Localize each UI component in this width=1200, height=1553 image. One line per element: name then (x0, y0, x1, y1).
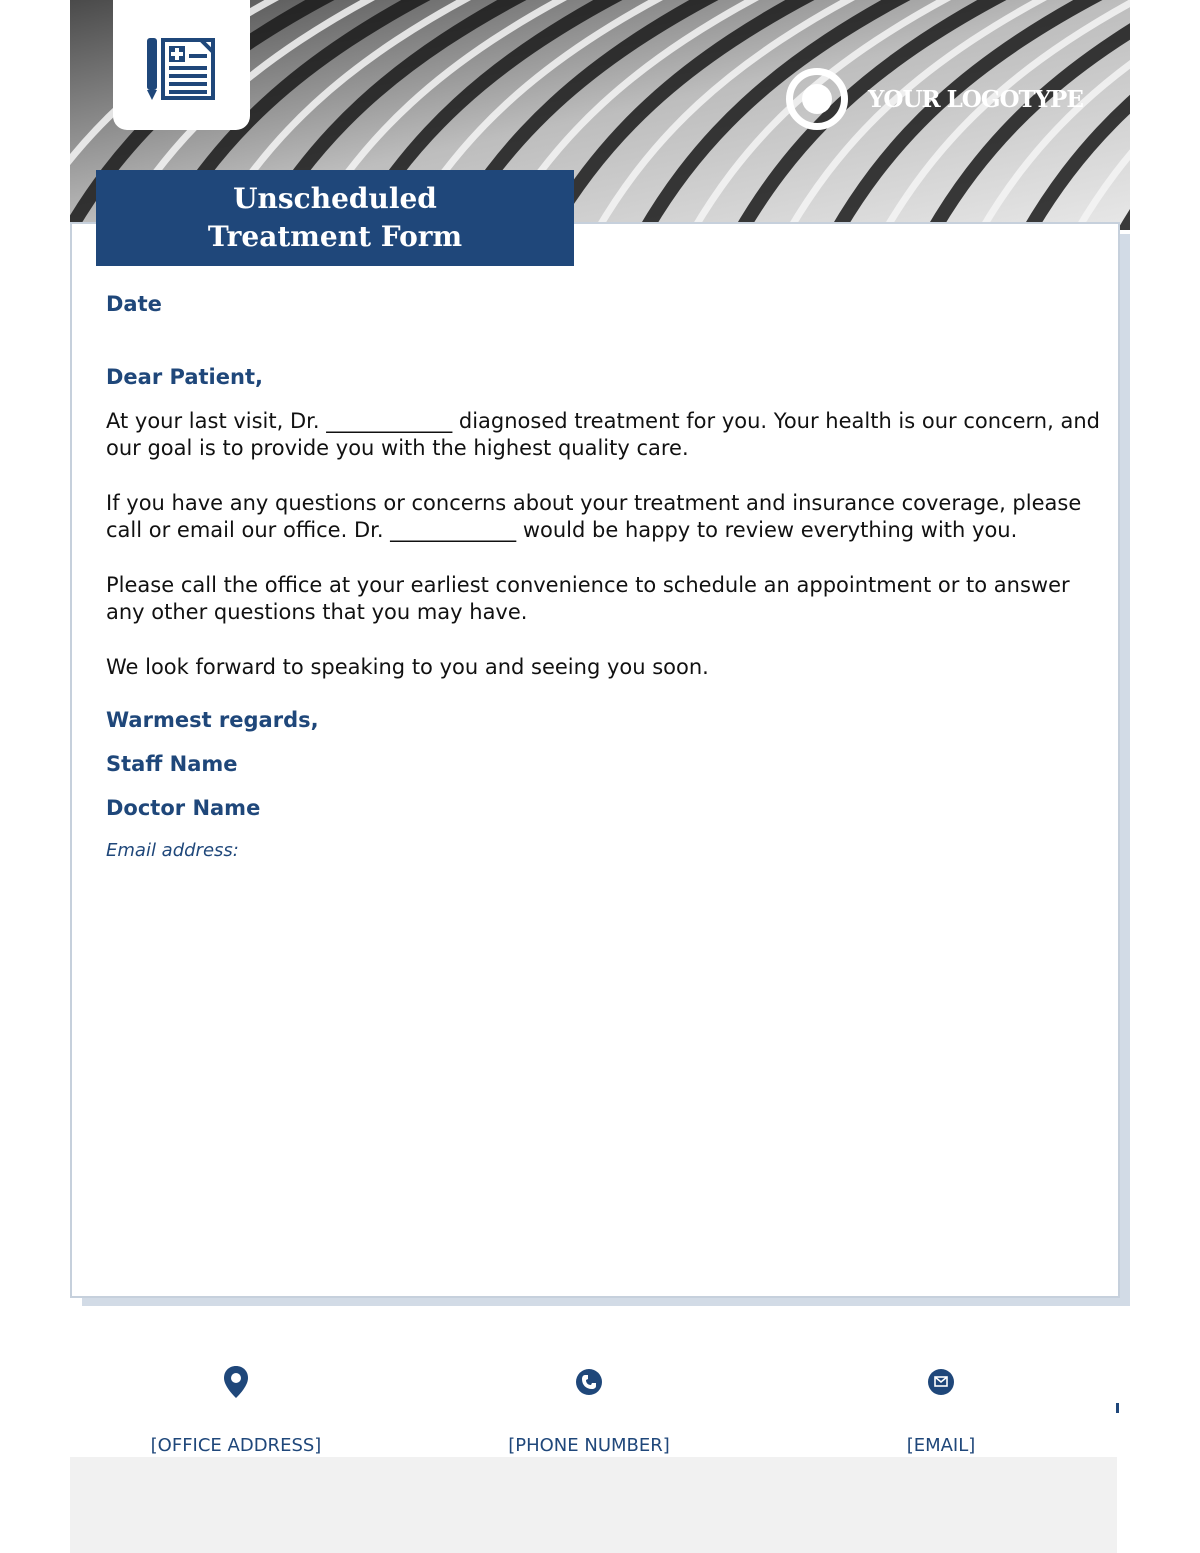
footer-email (791, 1365, 1091, 1456)
paragraph-2: If you have any questions or concerns about your treatment and insurance coverage, please call or email our office. Dr. ____________ would be happy to review everything with you. (106, 491, 1082, 542)
staff-name: Staff Name (106, 752, 238, 776)
phone-number-text: [PHONE NUMBER] (508, 1435, 670, 1456)
date-label: Date (106, 292, 162, 316)
email-text: [EMAIL] (906, 1435, 976, 1456)
bottom-band (70, 1457, 1117, 1553)
doctor-name: Doctor Name (106, 796, 261, 820)
phone-icon (575, 1368, 603, 1396)
company-logo (786, 68, 1083, 130)
paragraph-4: We look forward to speaking to you and seeing you soon. (106, 655, 709, 679)
email-icon (927, 1368, 955, 1396)
letter-body (106, 292, 1106, 861)
paragraph-3: Please call the office at your earliest convenience to schedule an appointment or to answer any other questions that you may have. (106, 573, 1070, 624)
form-title (96, 170, 574, 266)
paragraph-1: At your last visit, Dr. ____________ diagnosed treatment for you. Your health is our concern, and our goal is to provide you with the highest quality care. (106, 409, 1100, 460)
logo-ring-icon (786, 68, 848, 130)
email-address-label: Email address: (106, 840, 239, 861)
form-title-line2: Treatment Form (207, 220, 463, 253)
footer-address (86, 1365, 386, 1456)
medical-report-icon (143, 34, 219, 102)
edge-marker (1116, 1403, 1119, 1413)
closing: Warmest regards, (106, 708, 319, 732)
office-address-text: [OFFICE ADDRESS] (150, 1435, 322, 1456)
salutation: Dear Patient, (106, 365, 263, 389)
report-icon-badge (113, 0, 250, 130)
footer-phone (439, 1365, 739, 1456)
logo-text: YOUR LOGOTYPE (868, 85, 1083, 113)
location-pin-icon (223, 1365, 249, 1399)
form-title-line1: Unscheduled (233, 182, 437, 215)
